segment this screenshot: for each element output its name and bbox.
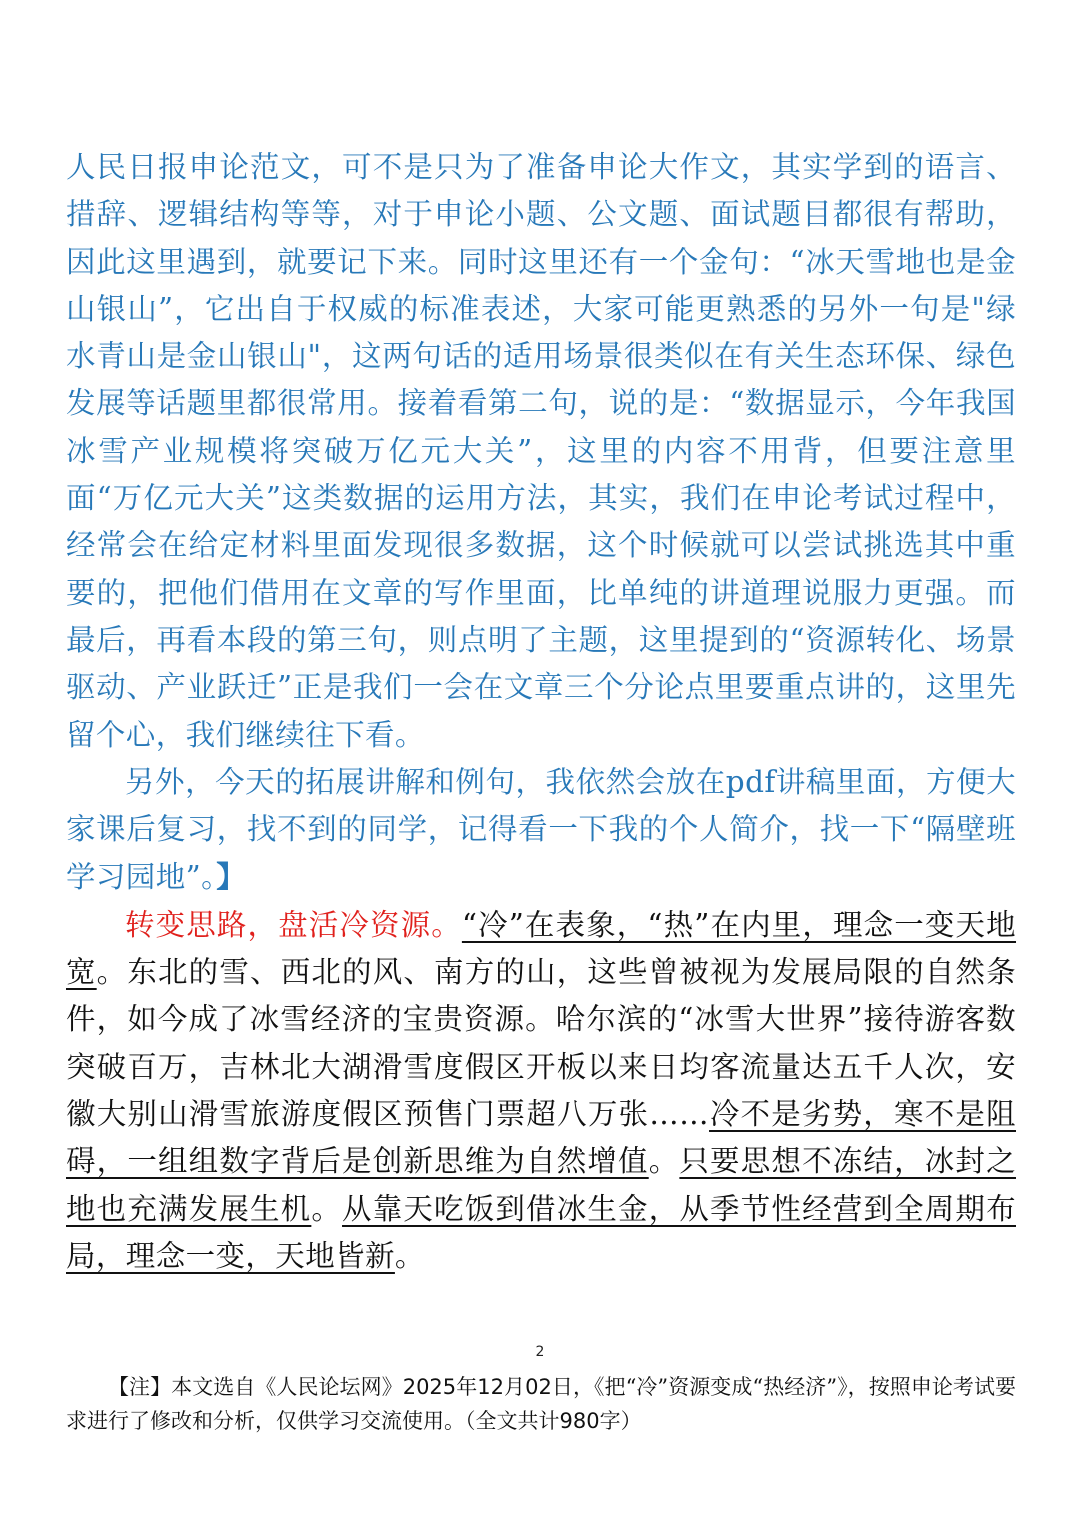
punctuation: 。: [96, 955, 128, 990]
commentary-text-2: 另外，今天的拓展讲解和例句，我依然会放在pdf讲稿里面，方便大家课后复习，找不到的同学，记得看一下我的个人简介，找一下“隔壁班学习园地”。: [66, 764, 1016, 895]
footnote-day: 02: [525, 1375, 552, 1399]
underlined-sentence-4: 只要思想不冻结，冰封之地也充满发展生机: [66, 1144, 1016, 1226]
closing-bracket: 】: [216, 859, 247, 895]
underlined-sentence-3: 冷不是劣势，寒不是阻碍，一组组数字背后是创新思维为自然增值: [66, 1096, 1016, 1179]
commentary-paragraph-1: [66, 144, 1016, 759]
main-text-block: [66, 144, 1016, 1280]
footnote: [66, 1370, 1016, 1438]
underlined-sentence-5: 从靠天吃饭到借冰生金，从季节性经营到全周期布局，理念一变，天地皆新: [66, 1191, 1016, 1273]
footnote-word-count: 980: [559, 1409, 600, 1433]
footnote-month: 12: [477, 1375, 504, 1399]
footnote-part-2: 日，《把“冷”资源变成“热经济”》，按照申论考试要求进行了修改和分析，仅供学习交流使用。（全文共计: [66, 1375, 1017, 1433]
footnote-year-unit: 年: [456, 1375, 478, 1399]
underlined-sentence-1: “冷”在表象，“热”在内里，理念一变天地宽: [66, 907, 1017, 990]
footnote-part-3: 字）: [599, 1409, 642, 1433]
essay-sentence-2: 东北的雪、西北的风、南方的山，这些曾被视为发展局限的自然条件，如今成了冰雪经济的宝贵资源。哈尔滨的“冰雪大世界”接待游客数突破百万，吉林北大湖滑雪度假区开板以来日均客流量达五千人次，安徽大别山滑雪旅游度假区预售门票超八万张……: [66, 955, 1016, 1131]
commentary-text-1: 人民日报申论范文，可不是只为了准备申论大作文，其实学到的语言、措辞、逻辑结构等等，对于申论小题、公文题、面试题目都很有帮助，因此这里遇到，就要记下来。同时这里还有一个金句：“冰天雪地也是金山银山”，它出自于权威的标准表述，大家可能更熟悉的另外一句是"绿水青山是金山银山"，这两句话的适用场景很类似在有关生态环保、绿色发展等话题里都很常用。接着看第二句，说的是：“数据显示，今年我国冰雪产业规模将突破万亿元大关”，这里的内容不用背，但要注意里面“万亿元大关”这类数据的运用方法，其实，我们在申论考试过程中，经常会在给定材料里面发现很多数据，这个时候就可以尝试挑选其中重要的，把他们借用在文章的写作里面，比单纯的讲道理说服力更强。而最后，再看本段的第三句，则点明了主题，这里提到的“资源转化、场景驱动、产业跃迁”正是我们一会在文章三个分论点里要重点讲的，这里先留个心，我们继续往下看。: [66, 150, 1016, 752]
commentary-paragraph-2: [66, 759, 1016, 902]
footnote-part-1: 【注】本文选自《人民论坛网》: [108, 1375, 403, 1399]
page-number: 2: [535, 1344, 545, 1360]
punctuation: 。: [311, 1191, 343, 1226]
punctuation: 。: [648, 1144, 680, 1179]
footnote-month-unit: 月: [504, 1375, 526, 1399]
punctuation: 。: [394, 1238, 425, 1273]
footnote-text: [66, 1370, 1016, 1438]
footnote-year: 2025: [402, 1375, 457, 1399]
essay-subheading: 转变思路，盘活冷资源。: [125, 907, 462, 942]
essay-paragraph: [66, 902, 1016, 1280]
